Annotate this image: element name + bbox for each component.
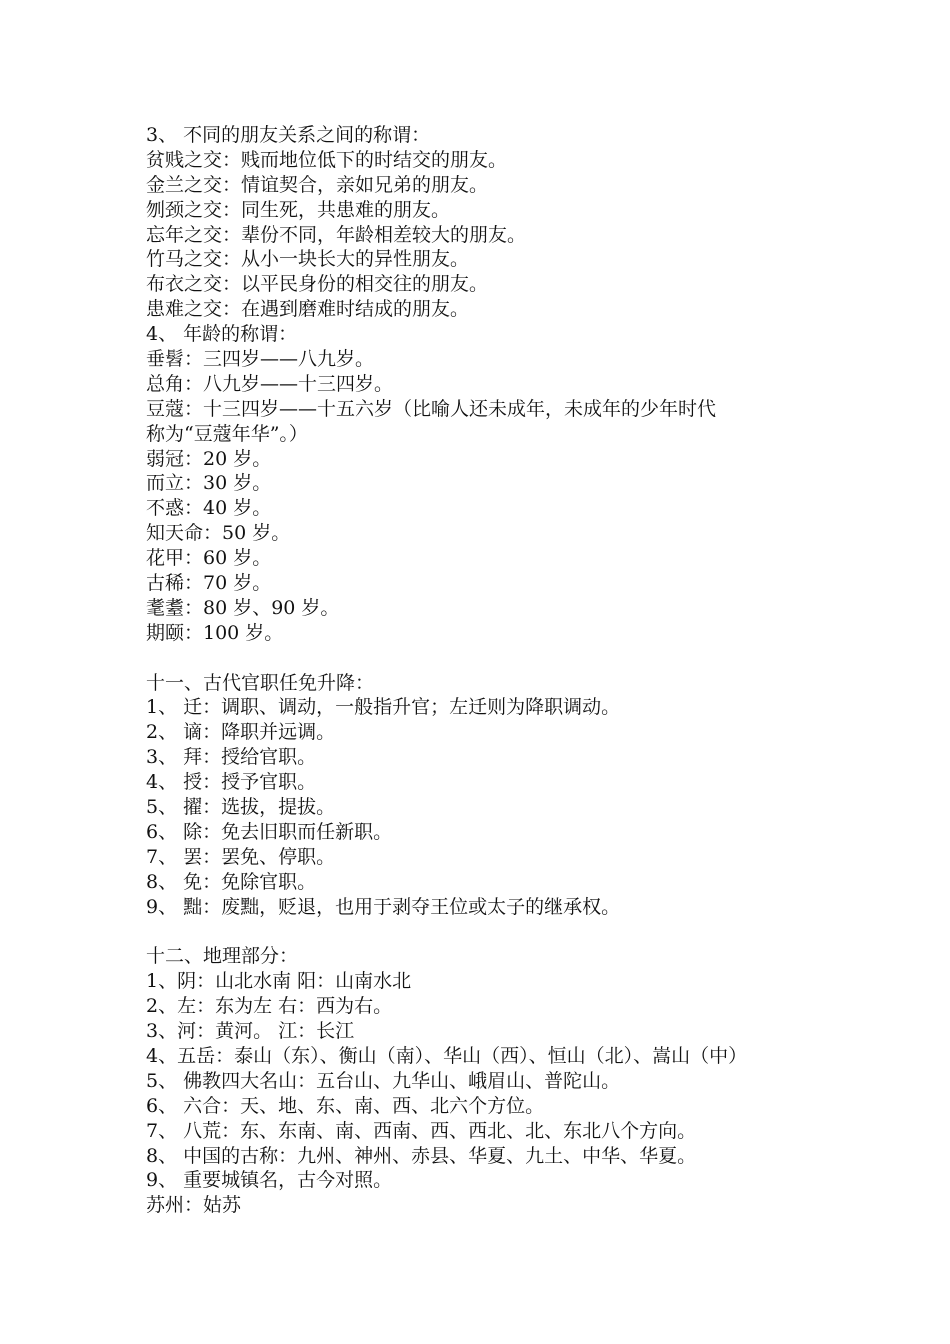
geo-term-rivers: 3、河：黄河。 江：长江: [146, 1020, 355, 1043]
office-term-zhuo: 5、 擢：选拔，提拔。: [146, 796, 336, 819]
age-term-zongjiao: 总角：八九岁——十三四岁。: [146, 372, 394, 395]
age-term-zhitianming: 知天命：50 岁。: [146, 522, 291, 545]
geo-term-suzhou: 苏州：姑苏: [146, 1194, 242, 1217]
age-term-doukou-continued: 称为“豆蔻年华”。）: [146, 422, 308, 445]
document-page: [146, 123, 846, 1218]
geo-term-bahuang: 7、 八荒：东、东南、南、西南、西、西北、北、东北八个方向。: [146, 1119, 697, 1142]
office-term-mian: 8、 免：免除官职。: [146, 870, 317, 893]
friendship-term-age-gap: 忘年之交：辈份不同，年龄相差较大的朋友。: [146, 223, 527, 246]
section-4-heading: 4、 年龄的称谓：: [146, 323, 298, 346]
geo-term-liuhe: 6、 六合：天、地、东、南、西、北六个方位。: [146, 1094, 545, 1117]
section-11-heading: 十一、古代官职任免升降：: [146, 671, 375, 694]
office-term-zhe: 2、 谪：降职并远调。: [146, 721, 336, 744]
friendship-term-poverty: 贫贱之交：贱而地位低下的时结交的朋友。: [146, 148, 508, 171]
office-term-chu-dismiss: 9、 黜：废黜，贬退，也用于剥夺王位或太子的继承权。: [146, 895, 621, 918]
age-term-maodie: 耄耋：80 岁、90 岁。: [146, 596, 340, 619]
age-term-buhuo: 不惑：40 岁。: [146, 497, 272, 520]
geo-term-china-names: 8、 中国的古称：九州、神州、赤县、华夏、九土、中华、华夏。: [146, 1144, 697, 1167]
friendship-term-golden-orchid: 金兰之交：情谊契合，亲如兄弟的朋友。: [146, 173, 489, 196]
age-term-erli: 而立：30 岁。: [146, 472, 272, 495]
friendship-term-cut-throat: 刎颈之交：同生死，共患难的朋友。: [146, 198, 451, 221]
age-term-ruoguan: 弱冠：20 岁。: [146, 447, 272, 470]
friendship-term-hardship: 患难之交：在遇到磨难时结成的朋友。: [146, 298, 470, 321]
age-term-huajia: 花甲：60 岁。: [146, 547, 272, 570]
age-term-qiyi: 期颐：100 岁。: [146, 621, 284, 644]
friendship-term-commoner: 布衣之交：以平民身份的相交往的朋友。: [146, 273, 489, 296]
geo-term-buddhist-mountains: 5、 佛教四大名山：五台山、九华山、峨眉山、普陀山。: [146, 1069, 621, 1092]
friendship-term-childhood: 竹马之交：从小一块长大的异性朋友。: [146, 248, 470, 271]
blank-line: [146, 920, 846, 945]
geo-term-yin-yang: 1、阴：山北水南 阳：山南水北: [146, 970, 412, 993]
office-term-bai: 3、 拜：授给官职。: [146, 746, 317, 769]
geo-term-town-names: 9、 重要城镇名，古今对照。: [146, 1169, 393, 1192]
age-term-chuitiao: 垂髫：三四岁——八九岁。: [146, 348, 375, 371]
office-term-shou: 4、 授：授予官职。: [146, 771, 317, 794]
geo-term-left-right: 2、左：东为左 右：西为右。: [146, 995, 393, 1018]
office-term-chu: 6、 除：免去旧职而任新职。: [146, 820, 393, 843]
section-3-heading: 3、 不同的朋友关系之间的称谓：: [146, 124, 431, 146]
office-term-qian: 1、 迁：调职、调动，一般指升官；左迁则为降职调动。: [146, 696, 621, 719]
age-term-guxi: 古稀：70 岁。: [146, 572, 272, 595]
section-12-heading: 十二、地理部分：: [146, 945, 299, 968]
age-term-doukou: 豆蔻：十三四岁——十五六岁（比喻人还未成年，未成年的少年时代: [146, 397, 717, 420]
geo-term-five-mountains: 4、五岳：泰山（东）、衡山（南）、华山（西）、恒山（北）、嵩山（中）: [146, 1044, 748, 1067]
office-term-ba: 7、 罢：罢免、停职。: [146, 845, 336, 868]
blank-line: [146, 646, 846, 671]
